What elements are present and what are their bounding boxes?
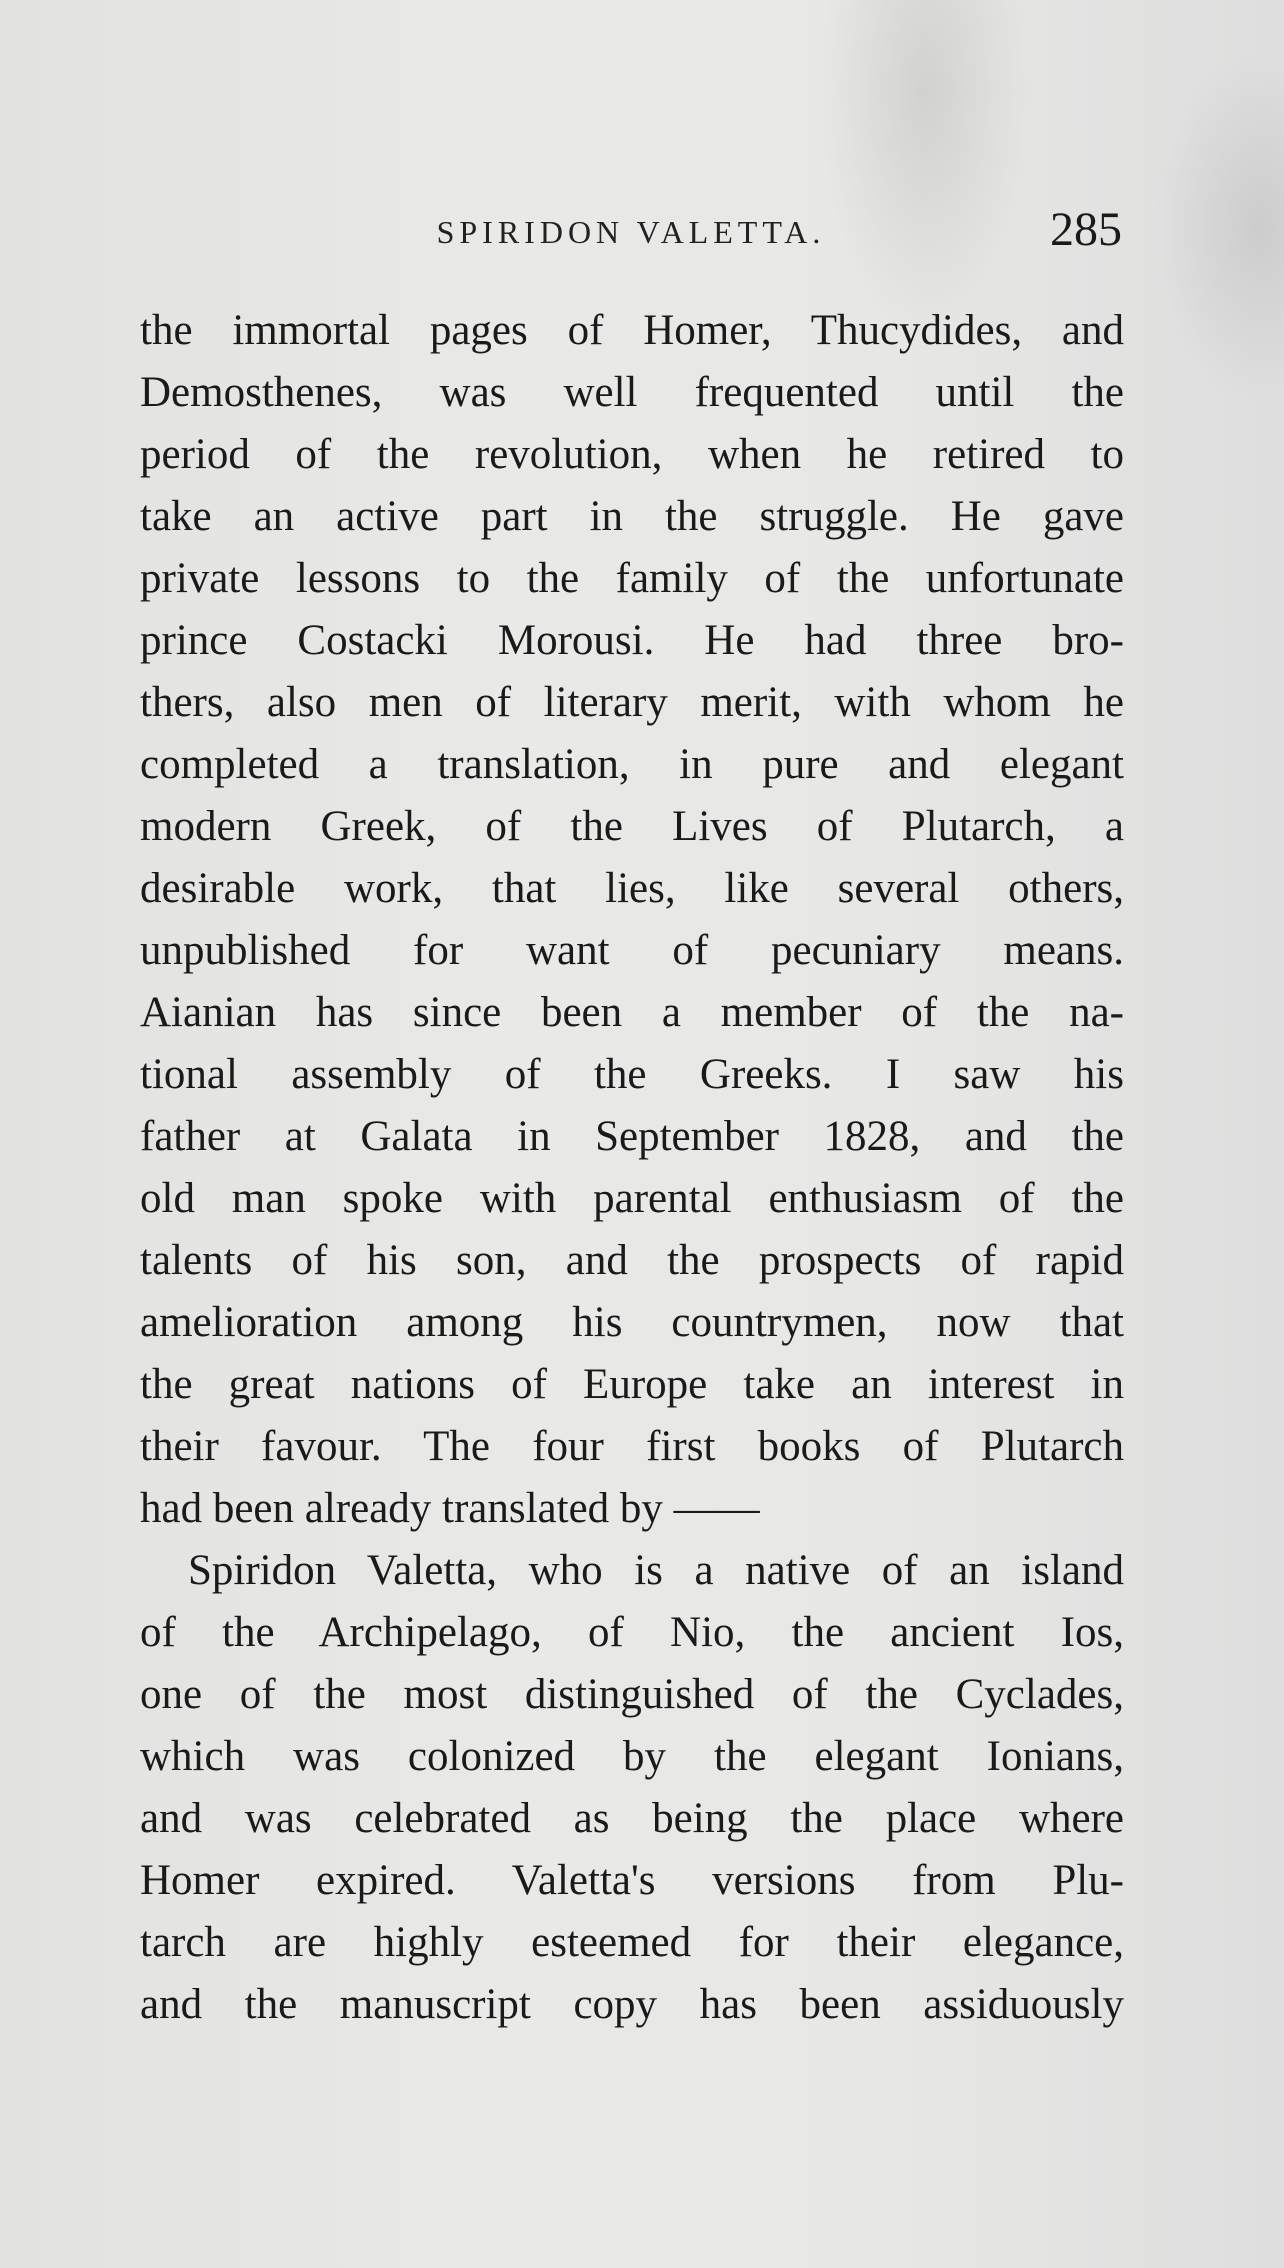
text-line: private lessons to the family of the unfortunate [140, 555, 1124, 602]
text-line: had been already translated by —— [140, 1485, 760, 1532]
text-line: desirable work, that lies, like several others, [140, 865, 1124, 912]
page-header [140, 203, 1122, 266]
text-line: one of the most distinguished of the Cyclades, [140, 1671, 1124, 1718]
text-line: and was celebrated as being the place where [140, 1795, 1124, 1842]
body-text [140, 300, 1124, 2036]
text-line: Aianian has since been a member of the na- [140, 989, 1124, 1036]
text-line: completed a translation, in pure and elegant [140, 741, 1124, 788]
text-line: Spiridon Valetta, who is a native of an island [188, 1547, 1124, 1594]
text-line: take an active part in the struggle. He gave [140, 493, 1124, 540]
text-line: thers, also men of literary merit, with whom he [140, 679, 1124, 726]
text-line: tional assembly of the Greeks. I saw his [140, 1051, 1124, 1098]
text-line: of the Archipelago, of Nio, the ancient Ios, [140, 1609, 1124, 1656]
text-line: amelioration among his countrymen, now that [140, 1299, 1124, 1346]
text-line: prince Costacki Morousi. He had three bro- [140, 617, 1124, 664]
text-line: Demosthenes, was well frequented until the [140, 369, 1124, 416]
page-number: 285 [1050, 203, 1122, 256]
text-line: father at Galata in September 1828, and the [140, 1113, 1124, 1160]
text-line: their favour. The four first books of Plutarch [140, 1423, 1124, 1470]
text-line: unpublished for want of pecuniary means. [140, 927, 1124, 974]
text-line: and the manuscript copy has been assiduously [140, 1981, 1124, 2028]
text-line: which was colonized by the elegant Ionians, [140, 1733, 1124, 1780]
text-line: period of the revolution, when he retired to [140, 431, 1124, 478]
text-line: old man spoke with parental enthusiasm of the [140, 1175, 1124, 1222]
text-line: tarch are highly esteemed for their elegance, [140, 1919, 1124, 1966]
text-line: the immortal pages of Homer, Thucydides, and [140, 307, 1124, 354]
running-title: SPIRIDON VALETTA. [436, 214, 826, 250]
text-line: talents of his son, and the prospects of rapid [140, 1237, 1124, 1284]
text-line: Homer expired. Valetta's versions from Plu- [140, 1857, 1124, 1904]
text-line: modern Greek, of the Lives of Plutarch, a [140, 803, 1124, 850]
text-line: the great nations of Europe take an interest in [140, 1361, 1124, 1408]
